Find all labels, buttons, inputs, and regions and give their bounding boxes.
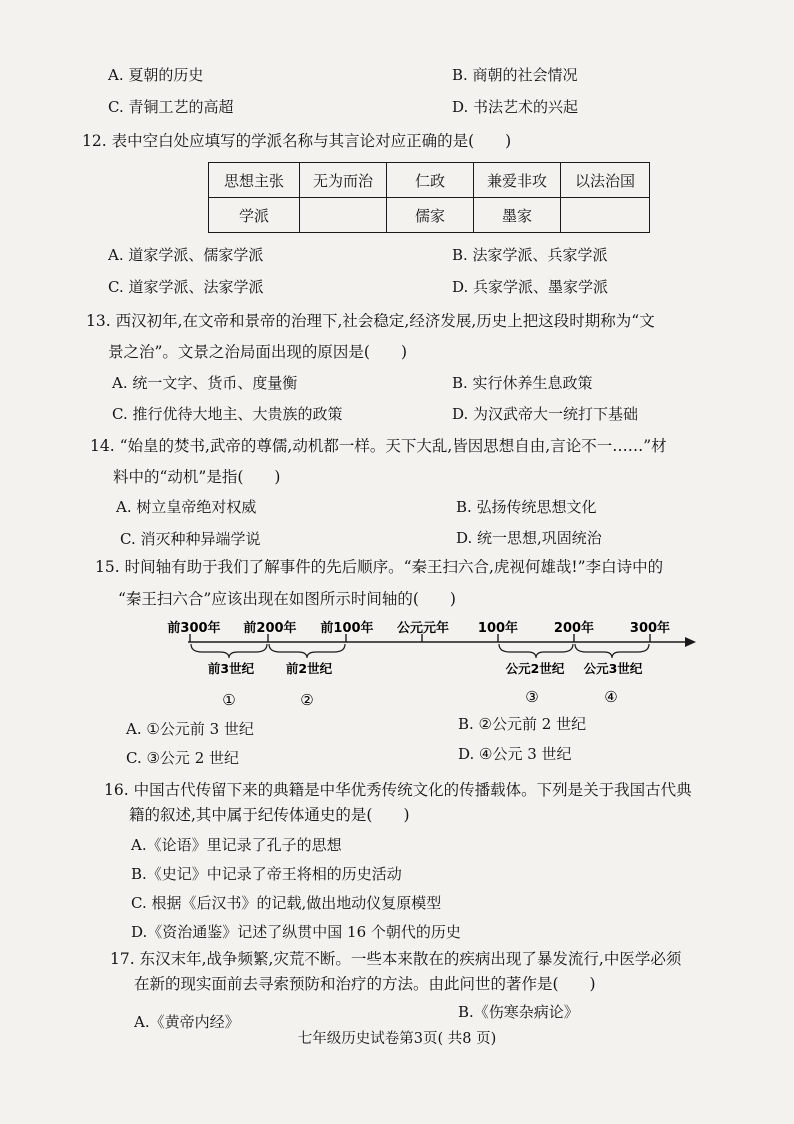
table-cell: 以法治国 bbox=[561, 163, 650, 198]
q12-option-a: A. 道家学派、儒家学派 bbox=[108, 246, 264, 264]
century-label: 前2世纪 bbox=[285, 661, 333, 676]
table-row bbox=[209, 198, 650, 233]
century-label: 公元2世纪 bbox=[505, 661, 565, 676]
q16-stem-line1: 16. 中国古代传留下来的典籍是中华优秀传统文化的传播载体。下列是关于我国古代典 bbox=[104, 781, 692, 799]
marker-label: ③ bbox=[525, 688, 539, 706]
q14-option-c: C. 消灭种种异端学说 bbox=[120, 530, 261, 548]
q13-stem-line2: 景之治”。文景之治局面出现的原因是( ) bbox=[108, 343, 408, 361]
q13-stem-line1: 13. 西汉初年,在文帝和景帝的治理下,社会稳定,经济发展,历史上把这段时期称为“文 bbox=[86, 312, 655, 330]
q15-stem-line2: “秦王扫六合”应该出现在如图所示时间轴的( ) bbox=[118, 590, 456, 608]
q16-option-d: D.《资治通鉴》记述了纵贯中国 16 个朝代的历史 bbox=[131, 923, 461, 941]
tick-label: 前200年 bbox=[243, 621, 297, 636]
q16-option-c: C. 根据《后汉书》的记载,做出地动仪复原模型 bbox=[131, 894, 442, 912]
q11-option-b: B. 商朝的社会情况 bbox=[452, 66, 578, 84]
table-cell: 思想主张 bbox=[209, 163, 300, 198]
table-cell: 无为而治 bbox=[300, 163, 387, 198]
q13-option-b: B. 实行休养生息政策 bbox=[452, 374, 593, 392]
q13-option-a: A. 统一文字、货币、度量衡 bbox=[112, 374, 298, 392]
table-cell: 儒家 bbox=[387, 198, 474, 233]
q12-option-b: B. 法家学派、兵家学派 bbox=[452, 246, 608, 264]
q16-stem-line2: 籍的叙述,其中属于纪传体通史的是( ) bbox=[129, 806, 410, 824]
tick-label: 前100年 bbox=[320, 621, 374, 636]
q11-option-a: A. 夏朝的历史 bbox=[108, 66, 204, 84]
q11-option-c: C. 青铜工艺的高超 bbox=[108, 98, 234, 116]
q16-option-a: A.《论语》里记录了孔子的思想 bbox=[131, 836, 342, 854]
school-table bbox=[208, 162, 650, 233]
q12-option-c: C. 道家学派、法家学派 bbox=[108, 278, 264, 296]
q14-stem-line1: 14. “始皇的焚书,武帝的尊儒,动机都一样。天下大乱,皆因思想自由,言论不一……”材 bbox=[90, 437, 667, 455]
q12-option-d: D. 兵家学派、墨家学派 bbox=[452, 278, 609, 296]
q14-option-a: A. 树立皇帝绝对权威 bbox=[116, 498, 257, 516]
century-brace bbox=[191, 644, 267, 658]
tick-label: 100年 bbox=[477, 621, 519, 636]
q15-stem-line1: 15. 时间轴有助于我们了解事件的先后顺序。“秦王扫六合,虎视何雄哉!”李白诗中的 bbox=[95, 558, 664, 576]
q15-option-d: D. ④公元 3 世纪 bbox=[458, 745, 572, 763]
q17-stem-line2: 在新的现实面前去寻索预防和治疗的方法。由此问世的著作是( ) bbox=[134, 975, 596, 993]
q12-stem: 12. 表中空白处应填写的学派名称与其言论对应正确的是( ) bbox=[82, 132, 512, 150]
q14-option-b: B. 弘扬传统思想文化 bbox=[456, 498, 597, 516]
marker-label: ① bbox=[222, 691, 236, 709]
tick-label: 前300年 bbox=[167, 621, 221, 636]
q14-option-d: D. 统一思想,巩固统治 bbox=[456, 529, 602, 547]
q13-option-c: C. 推行优待大地主、大贵族的政策 bbox=[112, 405, 343, 423]
table-row bbox=[209, 163, 650, 198]
table-cell bbox=[300, 198, 387, 233]
table-cell bbox=[561, 198, 650, 233]
q15-option-a: A. ①公元前 3 世纪 bbox=[126, 720, 254, 738]
q15-option-b: B. ②公元前 2 世纪 bbox=[458, 715, 587, 733]
page-footer: 七年级历史试卷第3页( 共8 页) bbox=[297, 1031, 497, 1047]
century-label: 公元3世纪 bbox=[583, 661, 643, 676]
marker-label: ④ bbox=[604, 688, 618, 706]
century-brace bbox=[575, 644, 649, 658]
timeline-diagram bbox=[150, 612, 710, 712]
tick-label: 公元元年 bbox=[396, 621, 450, 636]
q16-option-b: B.《史记》中记录了帝王将相的历史活动 bbox=[131, 865, 402, 883]
table-cell: 仁政 bbox=[387, 163, 474, 198]
q17-stem-line1: 17. 东汉末年,战争频繁,灾荒不断。一些本来散在的疾病出现了暴发流行,中医学必须 bbox=[110, 950, 682, 968]
arrow-head-icon bbox=[685, 637, 696, 647]
table-cell: 墨家 bbox=[474, 198, 561, 233]
q17-option-b: B.《伤寒杂病论》 bbox=[458, 1003, 579, 1021]
q17-option-a: A.《黄帝内经》 bbox=[134, 1013, 240, 1031]
table-cell: 学派 bbox=[209, 198, 300, 233]
tick-label: 200年 bbox=[553, 621, 595, 636]
q11-option-d: D. 书法艺术的兴起 bbox=[452, 98, 579, 116]
q14-stem-line2: 料中的“动机”是指( ) bbox=[113, 468, 281, 486]
table-cell: 兼爱非攻 bbox=[474, 163, 561, 198]
q15-option-c: C. ③公元 2 世纪 bbox=[126, 749, 240, 767]
century-brace bbox=[269, 644, 345, 658]
century-label: 前3世纪 bbox=[207, 661, 255, 676]
century-brace bbox=[499, 644, 573, 658]
tick-label: 300年 bbox=[629, 621, 671, 636]
q13-option-d: D. 为汉武帝大一统打下基础 bbox=[452, 405, 639, 423]
marker-label: ② bbox=[300, 691, 314, 709]
